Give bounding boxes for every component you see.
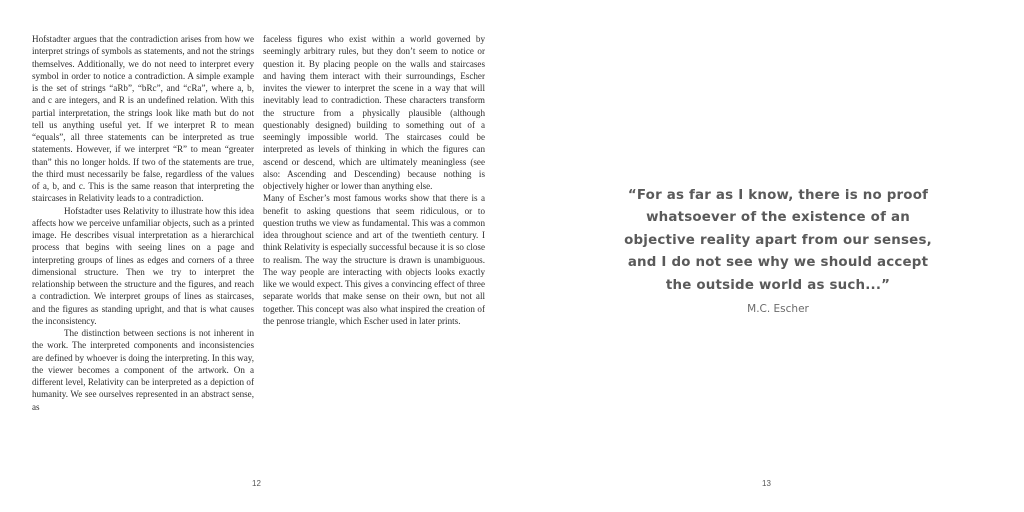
page-number-left: 12 [252,479,261,488]
paragraph: The distinction between sections is not inherent in the work. The interpreted components and inconsistencies are defined by whoever is doing the interpreting. In this way, the viewer becomes a component of the artwork. On a different level, Relativity can be interpreted as a depiction of humanity. We see ourselves represented in an abstract sense, as [32,328,254,412]
paragraph: Many of Escher’s most famous works show that there is a benefit to asking questions that seem ridiculous, or to question truths we view as fundamental. This was a common idea throughout science and art of the twentieth century. I think Relativity is especially successful because it is so close to realism. The way the structure is drawn is unambiguous. The way people are interacting with objects looks exactly like we would expect. This gives a convincing effect of three separate worlds that make sense on their own, but not all together. This concept was also what inspired the creation of the penrose triangle, which Escher used in later prints. [263,193,485,326]
page-number-right: 13 [762,479,771,488]
text-column-1 [32,33,254,413]
quote-line: objective reality apart from our senses, [624,232,932,248]
pull-quote [608,185,948,315]
quote-line: the outside world as such...” [665,277,891,293]
paragraph: Hofstadter uses Relativity to illustrate how this idea affects how we perceive unfamiliar objects, such as a printed image. He describes visual interpretation as a hierarchical process that begins with seeing lines on a page and interpreting groups of lines as edges and corners of a three dimensional structure. Then we try to interpret the relationship between the structure and the figures, and reach a contradiction. We interpret groups of lines as staircases, and the figures as standing upright, and that is what causes the inconsistency. [32,205,254,326]
quote-author: M.C. Escher [747,303,809,316]
text-column-2 [263,33,485,327]
quote-line: and I do not see why we should accept [627,255,929,271]
paragraph: faceless figures who exist within a world governed by seemingly arbitrary rules, but they don’t seem to notice or question it. By placing people on the walls and staircases and having them interact with their surroundings, Escher invites the viewer to interpret the scene in a way that will inevitably lead to contradiction. These characters transform the structure from a physically plausible (although questionably designed) building to something out of a seemingly impossible world. The staircases could be interpreted as levels of thinking in which the figures can ascend or descend, which are ultimately meaningless (see also: Ascending and Descending) because nothing is objectively higher or lower than anything else. [263,34,485,191]
paragraph: Hofstadter argues that the contradiction arises from how we interpret strings of symbols as statements, and not the strings themselves. Additionally, we do not need to interpret every symbol in order to notice a contradiction. A simple example is the set of strings “aRb”, “bRc”, and “cRa”, where a, b, and c are integers, and R is an undefined relation. With this partial interpretation, the strings look like math but do not tell us anything useful yet. If we interpret R to mean “equals”, all three statements can be interpreted as true statements. However, if we interpret “R” to mean “greater than” this no longer holds. If two of the statements are true, the third must necessarily be false, regardless of the values of a, b, and c. This is the same reason that interpreting the staircases in Relativity leads to a contradiction. [32,34,254,204]
right-page [512,0,1024,512]
quote-line: whatsoever of the existence of an [646,210,910,226]
quote-line: “For as far as I know, there is no proof [627,188,929,203]
quote-text [608,185,948,297]
